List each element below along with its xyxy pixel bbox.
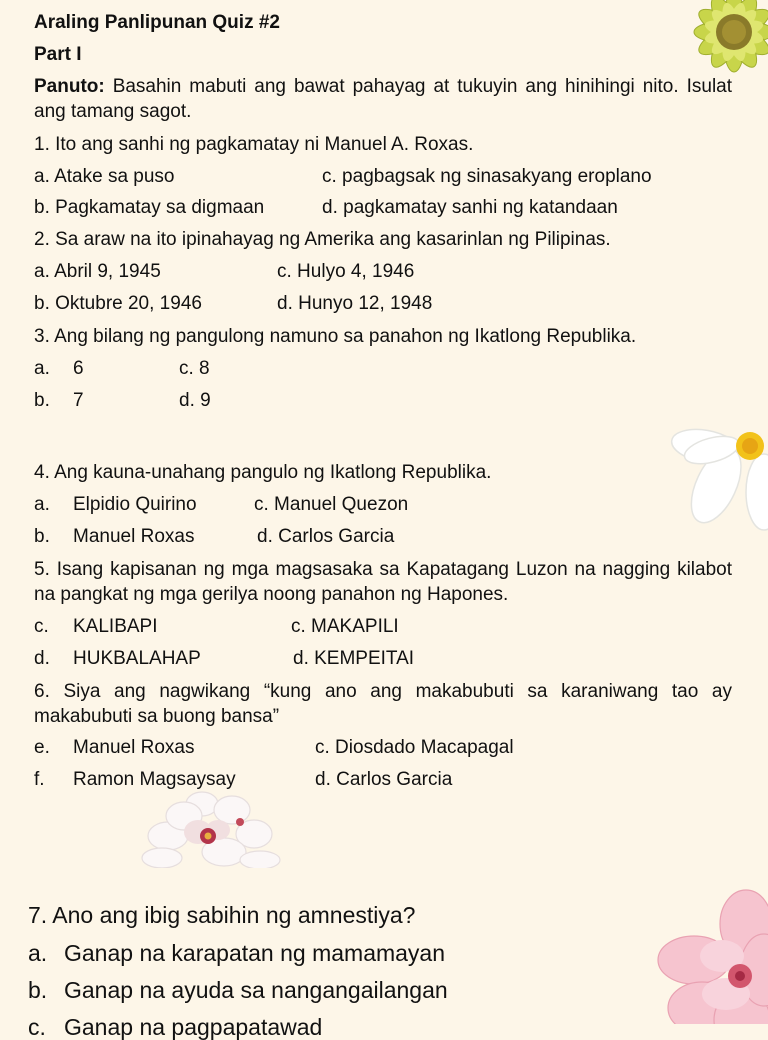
instructions-text: Basahin mabuti ang bawat pahayag at tukuyin ang hinihingi nito. Isulat ang tamang sagot. <box>34 76 733 122</box>
q4-choice-c: c. Manuel Quezon <box>254 494 409 515</box>
q7-choice-c-letter: c. <box>28 1014 46 1040</box>
q6-choice-f-letter: f. <box>34 769 45 790</box>
q5-choice-2-letter: d. <box>34 648 50 669</box>
pink-rose-icon <box>656 884 768 1024</box>
question-2: 2. Sa araw na ito ipinahayag ng Amerika ang kasarinlan ng Pilipinas. <box>34 229 611 250</box>
quiz-title: Araling Panlipunan Quiz #2 <box>34 12 280 33</box>
q6-choice-e-letter: e. <box>34 737 50 758</box>
q5-choice-c: c. MAKAPILI <box>291 616 399 637</box>
q7-choice-a: Ganap na karapatan ng mamamayan <box>64 940 446 966</box>
q4-choice-b: Manuel Roxas <box>73 526 195 547</box>
q6-choice-f: Ramon Magsaysay <box>73 769 236 790</box>
question-7: 7. Ano ang ibig sabihin ng amnestiya? <box>28 902 416 928</box>
q6-choice-e: Manuel Roxas <box>73 737 195 758</box>
q3-choice-b-letter: b. <box>34 390 50 411</box>
q7-choice-b-letter: b. <box>28 977 48 1003</box>
q3-choice-d: d. 9 <box>179 390 211 411</box>
instructions-label: Panuto: <box>34 76 105 97</box>
q5-choice-1-letter: c. <box>34 616 49 637</box>
q2-choice-a: a. Abril 9, 1945 <box>34 261 161 282</box>
q3-choice-a-letter: a. <box>34 358 50 379</box>
white-daisy-icon <box>668 428 768 544</box>
q4-choice-d: d. Carlos Garcia <box>257 526 395 547</box>
sunflower-icon <box>648 0 768 86</box>
q3-choice-b: 7 <box>73 390 84 411</box>
q6-choice-d: d. Carlos Garcia <box>315 769 453 790</box>
q4-choice-a: Elpidio Quirino <box>73 494 197 515</box>
q3-choice-c: c. 8 <box>179 358 210 379</box>
blossom-cluster-icon <box>132 786 282 868</box>
q5-choice-1: KALIBAPI <box>73 616 158 637</box>
q4-choice-b-letter: b. <box>34 526 50 547</box>
q5-choice-d: d. KEMPEITAI <box>293 648 415 669</box>
q1-choice-d: d. pagkamatay sanhi ng katandaan <box>322 197 618 218</box>
q7-choice-c: Ganap na pagpapatawad <box>64 1014 323 1040</box>
q7-choice-b: Ganap na ayuda sa nangangailangan <box>64 977 448 1003</box>
question-6: 6. Siya ang nagwikang “kung ano ang makabubuti sa karaniwang tao ay makabubuti sa buong bansa” <box>34 681 732 727</box>
q2-choice-b: b. Oktubre 20, 1946 <box>34 293 202 314</box>
q1-choice-a: a. Atake sa puso <box>34 166 175 187</box>
part-label: Part I <box>34 44 82 65</box>
instructions <box>34 74 732 124</box>
q5-choice-2: HUKBALAHAP <box>73 648 201 669</box>
q2-choice-d: d. Hunyo 12, 1948 <box>277 293 433 314</box>
question-1: 1. Ito ang sanhi ng pagkamatay ni Manuel A. Roxas. <box>34 134 474 155</box>
q2-choice-c: c. Hulyo 4, 1946 <box>277 261 415 282</box>
q1-choice-c: c. pagbagsak ng sinasakyang eroplano <box>322 166 652 187</box>
question-3: 3. Ang bilang ng pangulong namuno sa panahon ng Ikatlong Republika. <box>34 326 637 347</box>
q3-choice-a: 6 <box>73 358 84 379</box>
q1-choice-b: b. Pagkamatay sa digmaan <box>34 197 265 218</box>
q6-choice-c: c. Diosdado Macapagal <box>315 737 514 758</box>
q4-choice-a-letter: a. <box>34 494 50 515</box>
question-4: 4. Ang kauna-unahang pangulo ng Ikatlong Republika. <box>34 462 492 483</box>
question-5: 5. Isang kapisanan ng mga magsasaka sa Kapatagang Luzon na nagging kilabot na pangkat ng mga gerilya noong panahon ng Hapones. <box>34 559 732 605</box>
q7-choice-a-letter: a. <box>28 940 48 966</box>
